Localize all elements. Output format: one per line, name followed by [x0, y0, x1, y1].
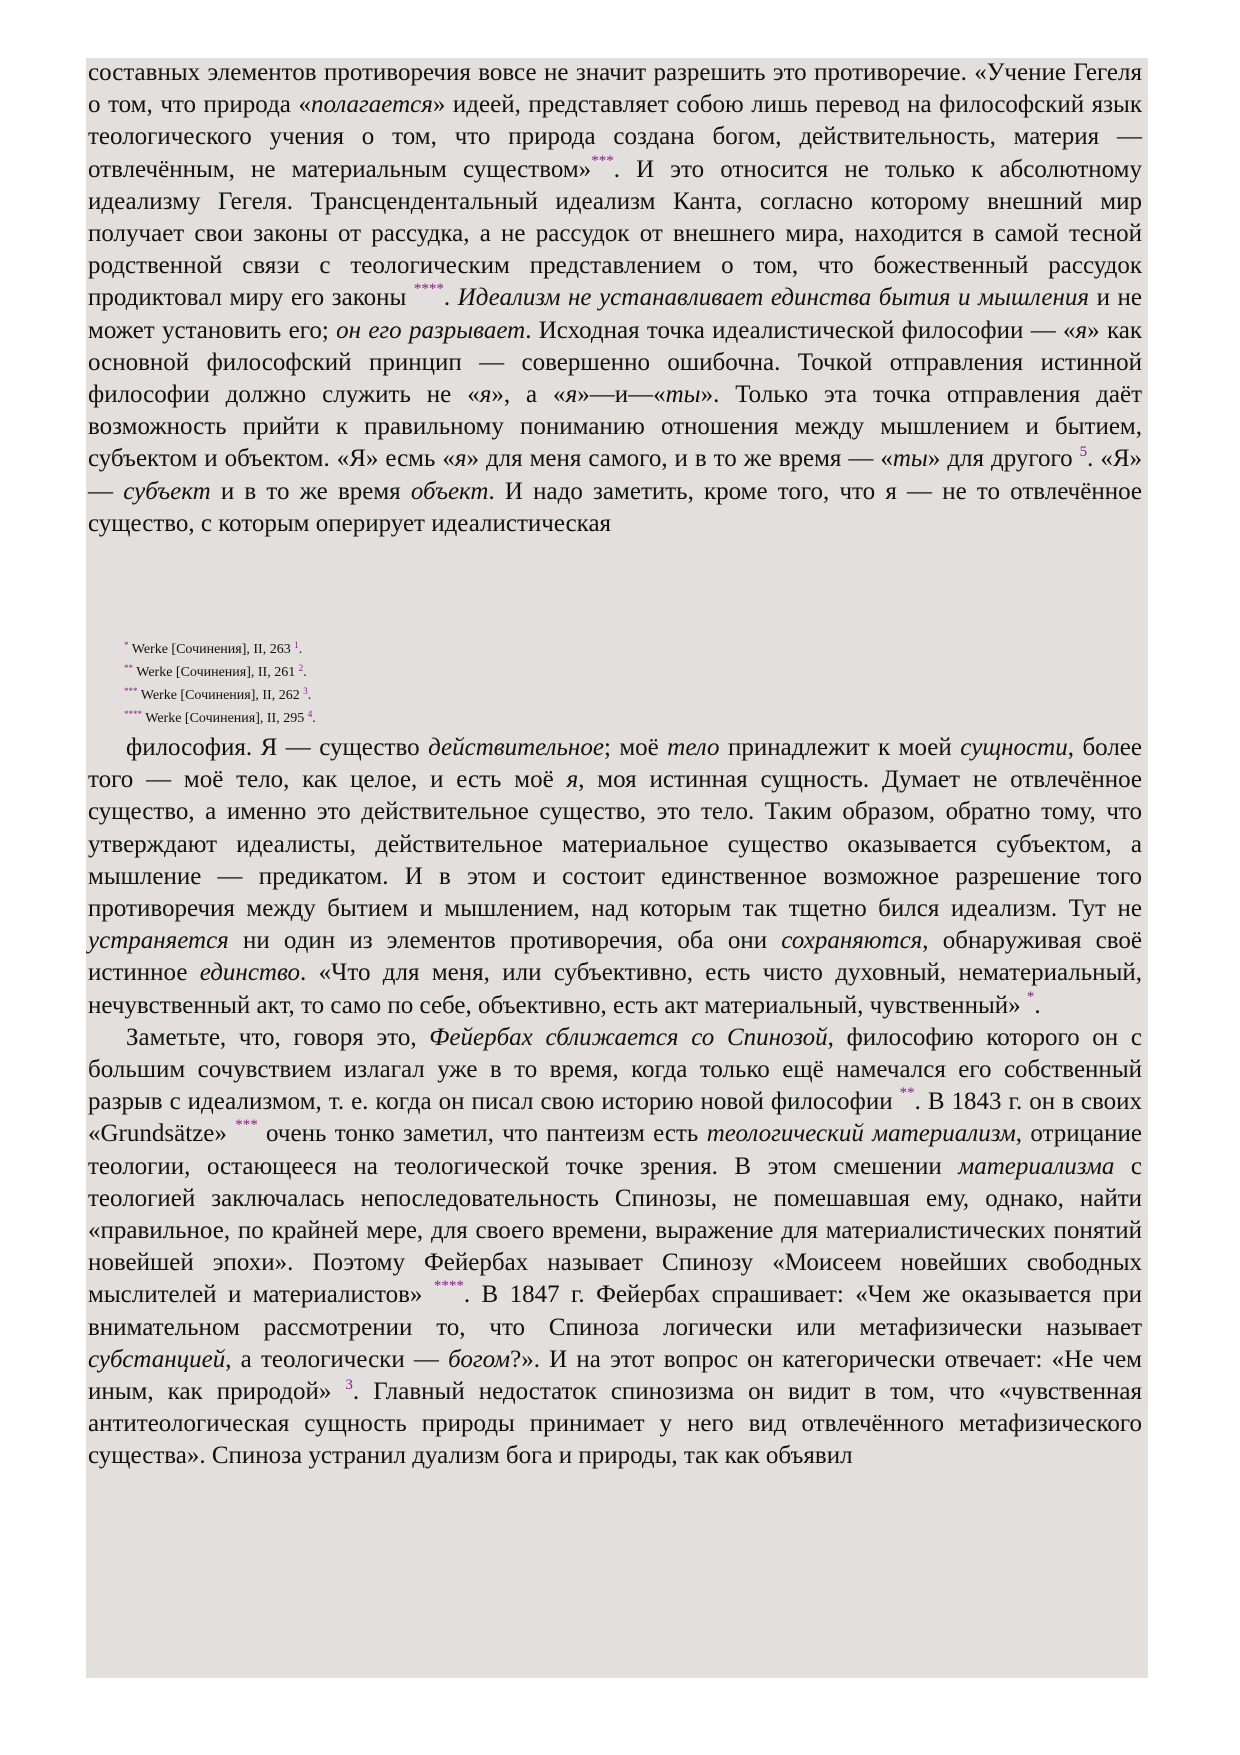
paragraph-1: составных элементов противоречия вовсе не значит разрешить это противоречие. «Учение Гегеля о том, что природа «полагается» идеей, представляет собою лишь перевод на философский язык теологического учения о том, что природа создана богом, действительность, материя — отвлечённым, не материальным существом»***. И это относится не только к абсолютному идеализму Гегеля. Трансцендентальный идеализм Канта, согласно которому внешний мир получает свои законы от рассудка, а не рассудок от внешнего мира, находится в самой тесной родственной связи с теологическим представлением о том, что божественный рассудок продиктовал миру его законы ****. Идеализм не устанавливает единства бытия и мышления и не может установить его; он его разрывает. Исходная точка идеалистической философии — «я» как основной философский принцип — совершенно ошибочна. Точкой отправления истинной философии должно служить не «я», а «я»—и—«ты». Только эта точка отправления даёт возможность прийти к правильному пониманию отношения между мышлением и бытием, субъектом и объектом. «Я» есмь «я» для меня самого, и в то же время — «ты» для другого $^5$. «Я» — субъект и в то же время объект. И надо заметить, кроме того, что я — не то отвлечённое существо, с которым оперирует идеалистическая	[88, 59, 1143, 537]
footnote-item: *** Werke [Сочинения], II, 262 $^3$.	[124, 686, 312, 703]
note-number[interactable]: 2	[298, 663, 304, 673]
note-number[interactable]: 4	[307, 709, 313, 719]
footnote-ref[interactable]: ***	[235, 1117, 258, 1134]
note-number[interactable]: 5	[1079, 444, 1088, 461]
paragraph-2: философия. Я — существо действительное; моё тело принадлежит к моей сущности, более того — моё тело, как целое, и есть моё я, моя истинная сущность. Думает не отвлечённое существо, а именно это действительное существо, это тело. Таким образом, обратно тому, что утверждают идеалисты, действительное материальное существо оказывается субъектом, а мышление — предикатом. И в этом и состоит единственное возможное разрешение того противоречия между бытием и мышлением, над которым так тщетно бился идеализм. Тут не устраняется ни один из элементов противоречия, оба они сохраняются, обнаруживая своё истинное единство. «Что для меня, или субъективно, есть чисто духовный, нематериальный, нечувственный акт, то само по себе, объективно, есть акт материальный, чувственный» *.	[88, 734, 1143, 1019]
footnote-item: * Werke [Сочинения], II, 263 $^1$.	[124, 640, 303, 657]
footnote-ref[interactable]: ****	[413, 281, 444, 298]
note-number[interactable]: 1	[294, 640, 299, 650]
footnote-ref[interactable]: ****	[433, 1278, 464, 1295]
note-number[interactable]: 3	[303, 686, 308, 696]
paragraph-3: Заметьте, что, говоря это, Фейербах сближается со Спинозой, философию которого он с большим сочувствием излагал уже в то время, когда только ещё намечался его собственный разрыв с идеализмом, т. е. когда он писал свою историю новой философии **. В 1843 г. он в своих «Grundsätze» *** очень тонко заметил, что пантеизм есть теологический материализм, отрицание теологии, остающееся на теологической точке зрения. В этом смешении материализма с теологией заключалась непоследовательность Спинозы, не помешавшая ему, однако, найти «правильное, по крайней мере, для своего времени, выражение для материалистических понятий новейшей эпохи». Поэтому Фейербах называет Спинозу «Моисеем новейших свободных мыслителей и материалистов» ****. В 1847 г. Фейербах спрашивает: «Чем же оказывается при внимательном рассмотрении то, что Спиноза логически или метафизически называет субстанцией, а теологически — богом?». И на этот вопрос он категорически отвечает: «Не чем иным, как природой» $^3$. Главный недостаток спинозизма он видит в том, что «чувственная антитеологическая сущность природы принимает у него вид отвлечённого метафизического существа». Спиноза устранил дуализм бога и природы, так как объявил	[88, 1023, 1142, 1470]
page	[86, 58, 1148, 1678]
note-number[interactable]: 3	[345, 1377, 353, 1394]
footnote-ref[interactable]: ***	[591, 152, 614, 169]
footnote-item: **** Werke [Сочинения], II, 295 $^4$.	[124, 709, 316, 726]
footnotes	[124, 636, 316, 728]
footnote-ref[interactable]: *	[1026, 988, 1035, 1005]
footnote-ref[interactable]: **	[899, 1085, 915, 1102]
paragraph-2-3	[88, 732, 1142, 1473]
footnote-item: ** Werke [Сочинения], II, 261 $^2$.	[124, 663, 307, 680]
